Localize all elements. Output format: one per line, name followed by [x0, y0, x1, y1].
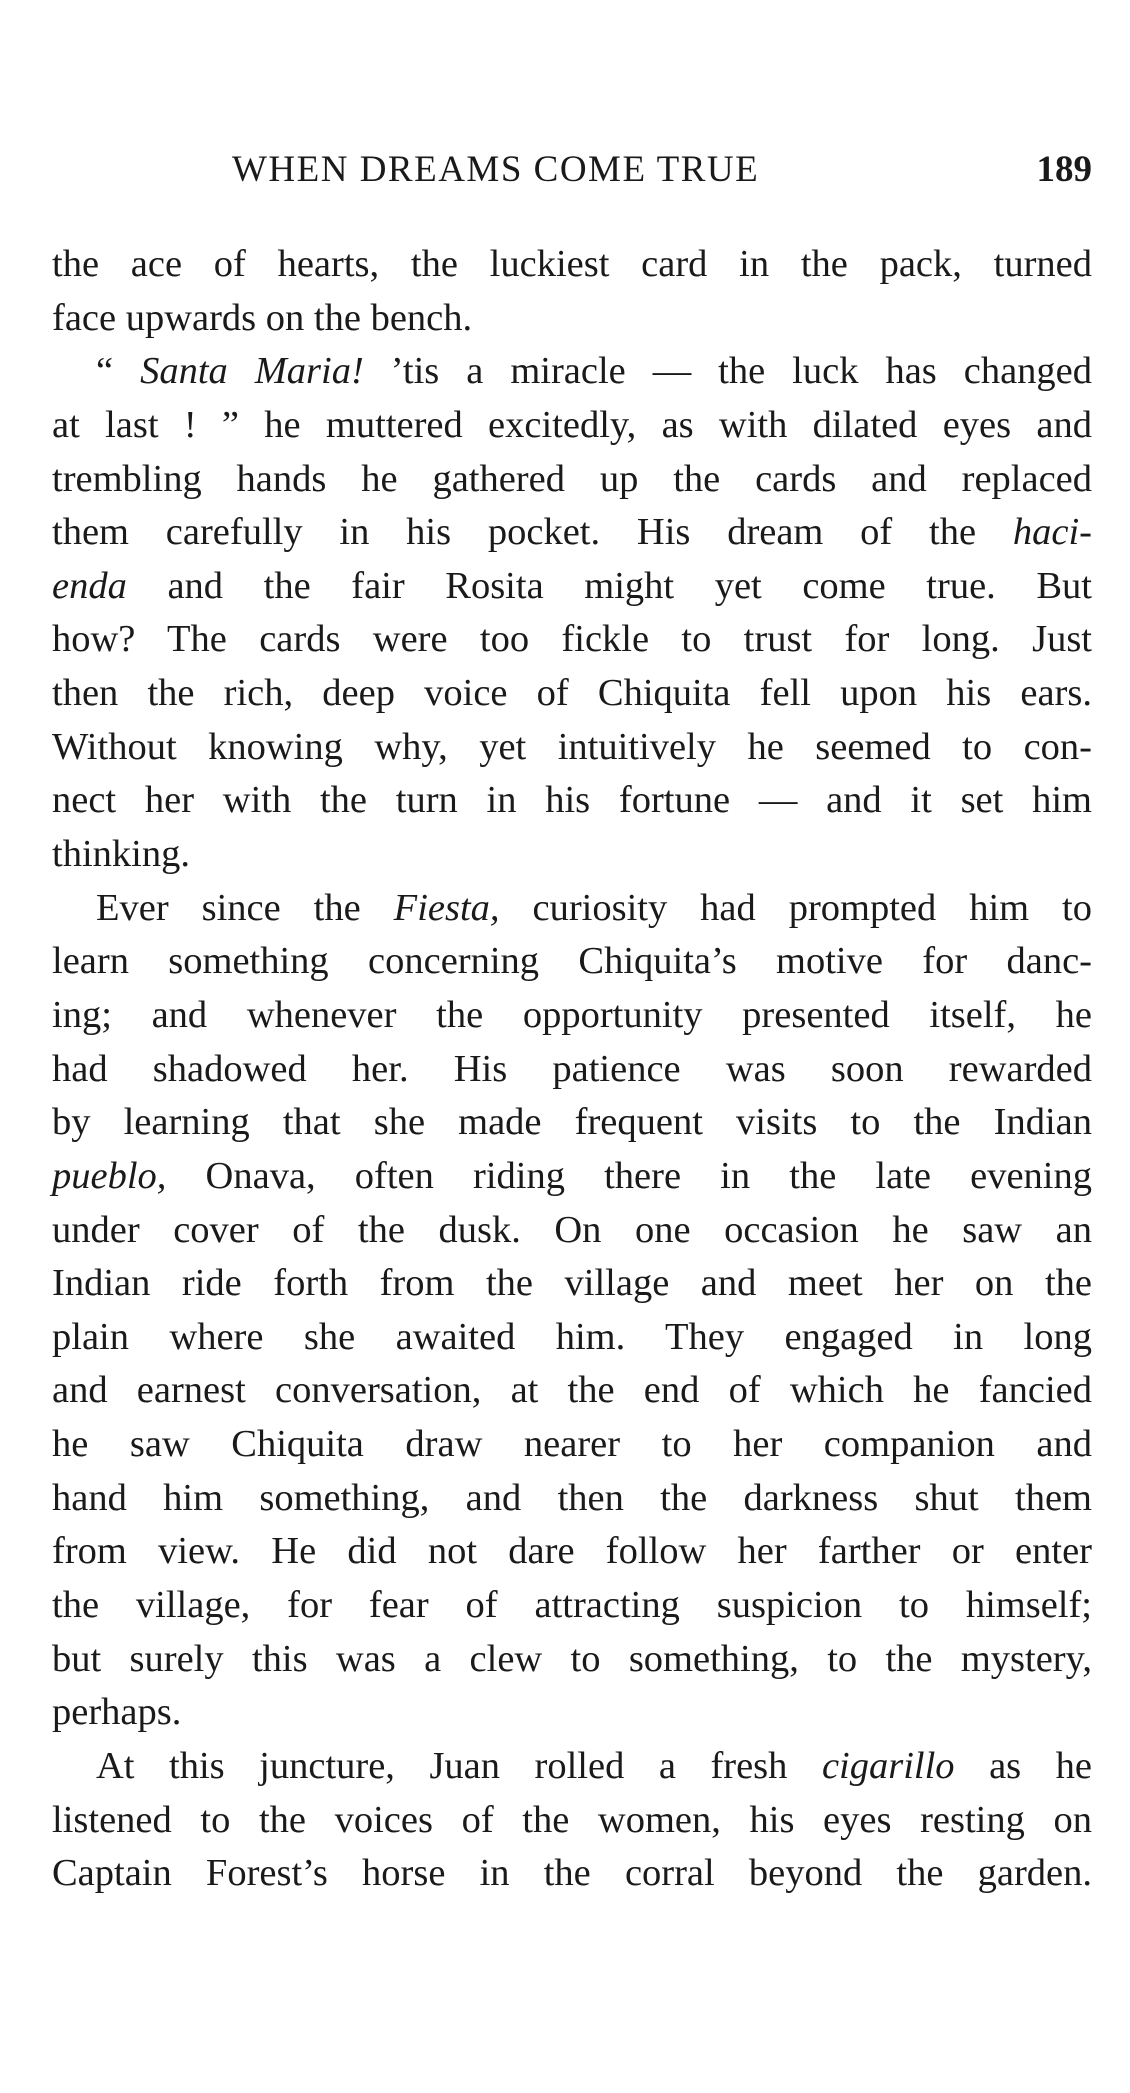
text-line: [52, 828, 1092, 882]
text-segment: At this juncture, Juan rolled a fresh: [96, 1744, 822, 1787]
text-segment: thinking.: [52, 833, 190, 876]
text-line: [52, 989, 1092, 1043]
text-line: [52, 292, 1092, 346]
text-segment: “: [96, 350, 141, 393]
text-segment: and earnest conversation, at the end of which he fancied: [52, 1369, 1092, 1412]
text-line: [52, 238, 1092, 292]
text-segment: the village, for fear of attracting suspicion to himself;: [52, 1584, 1092, 1627]
text-segment: from view. He did not dare follow her farther or enter: [52, 1530, 1092, 1573]
text-segment: Indian ride forth from the village and meet her on the: [52, 1262, 1092, 1305]
italic-text: enda: [52, 564, 127, 607]
text-segment: nect her with the turn in his fortune — and it set him: [52, 779, 1092, 822]
text-line: [52, 345, 1092, 399]
text-line: [52, 667, 1092, 721]
text-segment: had shadowed her. His patience was soon rewarded: [52, 1047, 1092, 1090]
text-line: [52, 935, 1092, 989]
text-line: [52, 1686, 1092, 1740]
text-line: [52, 1847, 1092, 1901]
text-segment: under cover of the dusk. On one occasion he saw an: [52, 1208, 1092, 1251]
text-segment: hand him something, and then the darkness shut them: [52, 1476, 1092, 1519]
text-segment: listened to the voices of the women, his eyes resting on: [52, 1798, 1092, 1841]
text-segment: at last ! ” he muttered excitedly, as with dilated eyes and: [52, 403, 1092, 446]
text-line: [52, 1740, 1092, 1794]
text-line: [52, 1096, 1092, 1150]
italic-text: cigarillo: [821, 1744, 955, 1787]
text-segment: ing; and whenever the opportunity presented itself, he: [52, 993, 1092, 1036]
text-line: [52, 453, 1092, 507]
text-segment: perhaps.: [52, 1691, 182, 1734]
text-line: [52, 1043, 1092, 1097]
text-segment: ’tis a miracle — the luck has changed: [363, 350, 1092, 393]
text-line: [52, 774, 1092, 828]
text-segment: them carefully in his pocket. His dream of the: [52, 511, 1013, 554]
text-line: [52, 1150, 1092, 1204]
italic-text: pueblo,: [52, 1154, 167, 1197]
running-title: WHEN DREAMS COME TRUE: [232, 149, 760, 190]
text-line: [52, 1579, 1092, 1633]
text-line: [52, 1633, 1092, 1687]
text-line: [52, 882, 1092, 936]
running-head: [52, 148, 1092, 198]
text-line: [52, 1472, 1092, 1526]
text-segment: Captain Forest’s horse in the corral beyond the garden.: [52, 1852, 1092, 1895]
text-segment: he saw Chiquita draw nearer to her companion and: [52, 1423, 1092, 1466]
text-segment: Ever since the: [96, 886, 394, 929]
text-segment: then the rich, deep voice of Chiquita fell upon his ears.: [52, 672, 1092, 715]
text-segment: plain where she awaited him. They engaged in long: [52, 1315, 1092, 1358]
italic-text: haci-: [1012, 511, 1092, 554]
text-line: [52, 399, 1092, 453]
text-segment: the ace of hearts, the luckiest card in the pack, turned: [52, 243, 1092, 285]
body-text: [52, 238, 1092, 1901]
text-line: [52, 613, 1092, 667]
text-segment: by learning that she made frequent visits to the Indian: [52, 1101, 1092, 1144]
text-segment: as he: [954, 1744, 1092, 1787]
text-segment: learn something concerning Chiquita’s motive for danc-: [52, 940, 1092, 983]
text-line: [52, 1364, 1092, 1418]
text-segment: Without knowing why, yet intuitively he seemed to con-: [52, 725, 1092, 768]
text-segment: trembling hands he gathered up the cards and replaced: [52, 457, 1092, 500]
text-segment: but surely this was a clew to something, to the mystery,: [52, 1637, 1092, 1680]
text-line: [52, 1204, 1092, 1258]
text-line: [52, 721, 1092, 775]
text-line: [52, 1525, 1092, 1579]
italic-text: Santa Maria!: [140, 350, 364, 393]
text-segment: face upwards on the bench.: [52, 296, 473, 339]
text-line: [52, 560, 1092, 614]
text-line: [52, 1257, 1092, 1311]
text-segment: curiosity had prompted him to: [499, 886, 1092, 929]
text-line: [52, 1311, 1092, 1365]
page-number: 189: [1036, 149, 1092, 190]
text-segment: Onava, often riding there in the late evening: [166, 1154, 1092, 1197]
text-segment: how? The cards were too fickle to trust for long. Just: [52, 618, 1092, 661]
text-segment: and the fair Rosita might yet come true. But: [126, 564, 1092, 607]
text-line: [52, 506, 1092, 560]
text-line: [52, 1794, 1092, 1848]
italic-text: Fiesta,: [393, 886, 500, 929]
text-line: [52, 1418, 1092, 1472]
